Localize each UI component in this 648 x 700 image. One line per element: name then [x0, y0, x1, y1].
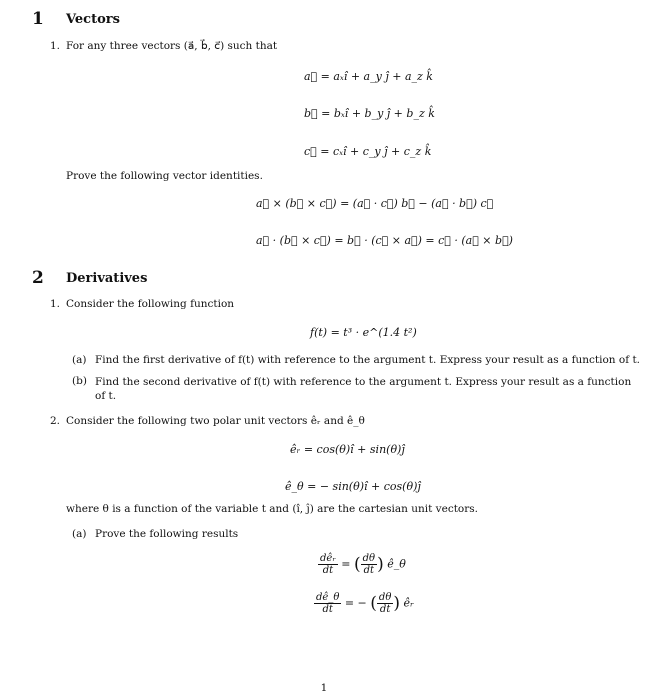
numerator: dêᵣ	[320, 553, 336, 564]
subitem-text: Find the first derivative of f(t) with reference to the argument t. Express your result as a function of t.	[95, 354, 641, 366]
section-title: Derivatives	[66, 271, 148, 286]
page-number: 1	[320, 682, 328, 694]
prove-text: Prove the following vector identities.	[66, 170, 263, 182]
result-1: $\frac{\text{dêᵣ}}{dt}$ = ( $\frac{d\theta}{dt}$ ) ê_θ	[320, 553, 406, 576]
item-label: 1.	[50, 40, 61, 52]
section-title: Vectors	[66, 12, 120, 27]
equation-er: êᵣ = cos(θ)î + sin(θ)ĵ	[290, 443, 405, 456]
equation-a: a⃗ = aₓî + a_y ĵ + a_z k̂	[304, 70, 433, 83]
item-label: 1.	[50, 298, 61, 310]
where-text: where θ is a function of the variable t and (î, ĵ) are the cartesian unit vectors.	[66, 503, 478, 515]
denominator: dt	[322, 604, 333, 615]
equation-b: b⃗ = bₓî + b_y ĵ + b_z k̂	[304, 107, 435, 120]
subitem-text: Prove the following results	[95, 528, 239, 540]
denominator: dt	[322, 565, 334, 576]
fraction	[361, 553, 377, 576]
fraction	[314, 592, 341, 615]
identity-2: a⃗ · (b⃗ × c⃗) = b⃗ · (c⃗ × a⃗) = c⃗ · (a⃗ × b⃗)	[256, 234, 513, 247]
subitem-label: (a)	[72, 528, 87, 540]
unit-vector: êᵣ	[403, 596, 414, 610]
denominator: dt	[379, 604, 391, 615]
numerator: dθ	[378, 592, 392, 603]
equation-c: c⃗ = cₓî + c_y ĵ + c_z k̂	[304, 145, 432, 158]
fraction	[318, 553, 338, 576]
function-equation: f(t) = t³ · e^(1.4 t²)	[310, 326, 417, 339]
identity-1: a⃗ × (b⃗ × c⃗) = (a⃗ · c⃗) b⃗ − (a⃗ · b⃗) c⃗	[256, 197, 494, 210]
item-text: Consider the following two polar unit vectors êᵣ and ê_θ	[66, 415, 365, 427]
numerator: dθ	[362, 553, 376, 564]
section-number: 1	[32, 9, 44, 29]
subitem-label: (a)	[72, 354, 87, 366]
item-label: 2.	[50, 415, 61, 427]
unit-vector: ê_θ	[387, 557, 406, 571]
denominator: dt	[363, 565, 375, 576]
item-text: For any three vectors (a⃗, b⃗, c⃗) such that	[66, 40, 278, 52]
item-text: Consider the following function	[66, 298, 235, 310]
subitem-text: Find the second derivative of f(t) with reference to the argument t. Express your result as a function of t.	[95, 376, 632, 402]
fraction	[377, 592, 393, 615]
section-number: 2	[32, 268, 44, 288]
equation-etheta: ê_θ = − sin(θ)î + cos(θ)ĵ	[285, 480, 421, 493]
numerator: dê_θ	[316, 592, 340, 603]
subitem-label: (b)	[72, 375, 87, 387]
result-2: $\frac{dê\_\theta}{dt}$ = − ( $\frac{d\theta}{dt}$ ) êᵣ	[316, 592, 414, 615]
